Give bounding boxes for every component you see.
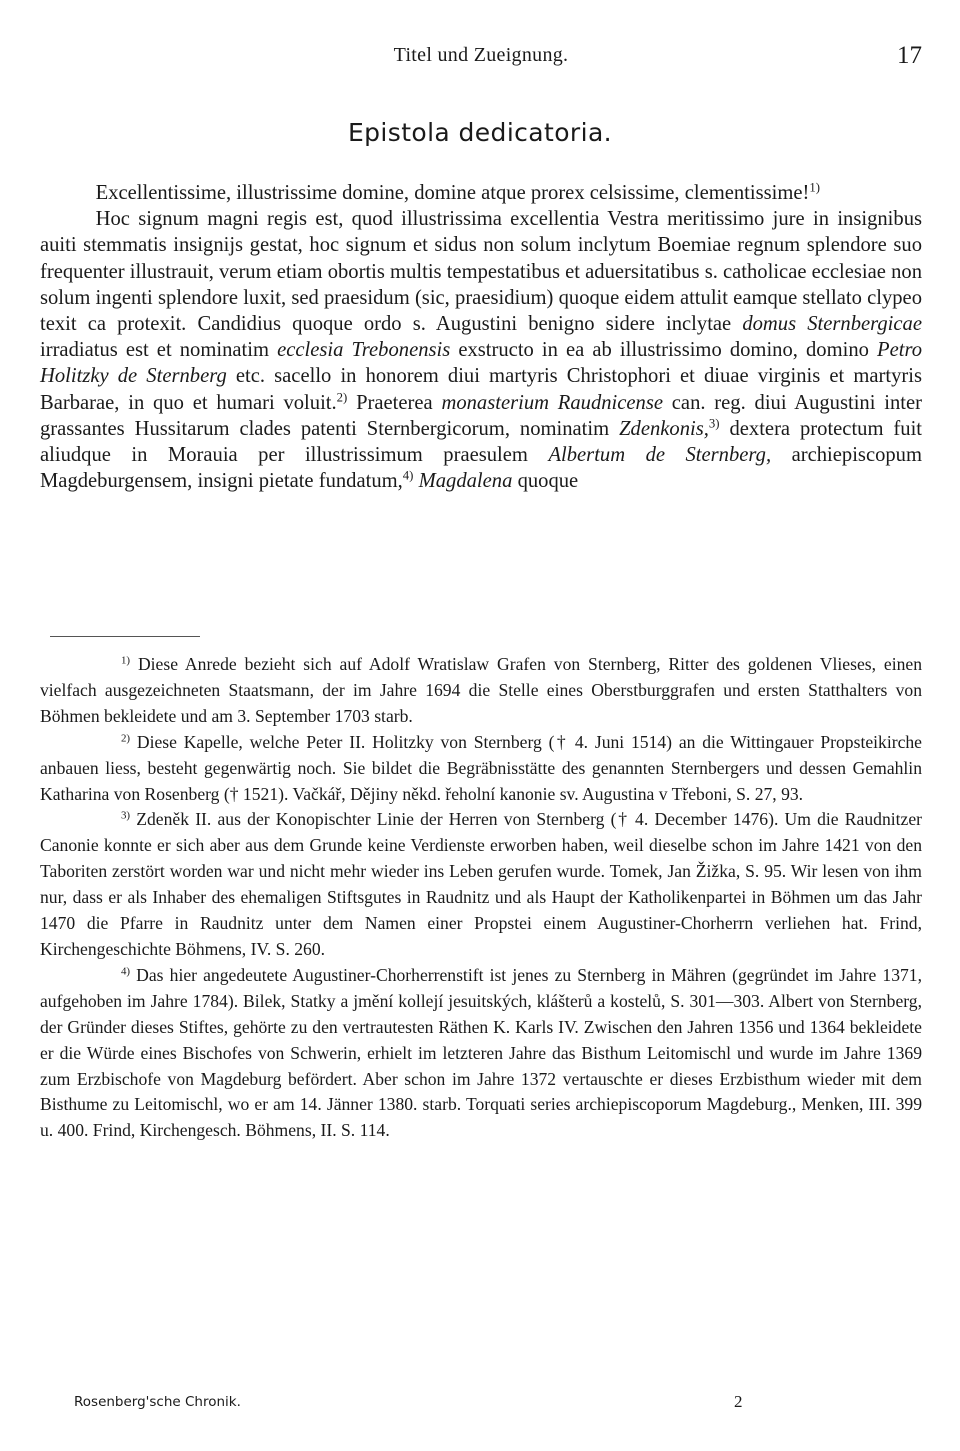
signature-line xyxy=(74,1394,774,1418)
dedication-text-k: quoque xyxy=(517,470,579,493)
footnote-ref-1: 1) xyxy=(809,180,821,195)
footnote-ref-2: 2) xyxy=(336,389,348,404)
dedication-text-f: can. reg. diui Augustini inter grassantes Hussitarum clades patenti Sternbergicorum, nominatim xyxy=(40,391,922,440)
dedication-italic-petro: Petro Holitzky de Sternberg xyxy=(40,339,923,388)
dedication-text-g: dextera protectum fuit aliudque in Morauia per illustrissimum praesulem xyxy=(40,417,923,467)
dedication-text-a: Hoc signum magni regis est, quod illustrissima excellentia Vestra meritissimo jure in insignibus auiti stemmatis insignijs gestat, hoc signum et sidus non solum inclytum Boemiae regnum splendore suo frequenter illustrauit, verum etiam obortis multis tempestatibus et aduersitatibus s. catholicae ecclesiae non solum ingenti splendore luxit, sed praesidum (sic, praesidium) quoque eidem attulit eamque stellato clypeo texit ca protexit. Candidius quoque ordo s. Augustini benigno sidere inclytae xyxy=(40,208,922,336)
footnote-4-text: Das hier angedeutete Augustiner-Chorherrenstift ist jenes zu Sternberg in Mähren (gegründet im Jahre 1371, aufgehoben im Jahre 1784). Bilek, Statky a jmění kollejí jesuitských, klášterů a kostelů, S. 301—303. Albert von Sternberg, der Gründer dieses Stiftes, gehörte zu den vertrautesten Räthen K. Karls IV. Zwischen den Jahren 1356 und 1364 bekleidete er die Würde eines Bischofes von Schwerin, erhielt im letzteren Jahre das Bisthum Leitomischl und wurde im Jahre 1369 zum Erzbischofe von Magdeburg befördert. Aber schon im Jahre 1372 vertauschte er dieses Erzbisthum wieder mit dem Bisthume zu Leitomischl, wo er am 14. Jänner 1380. starb. Torquati series archiepiscoporum Magdeburg., Menken, III. 399 u. 400. Frind, Kirchengesch. Böhmens, II. S. 114. xyxy=(40,964,922,1141)
salutation-paragraph xyxy=(40,180,922,206)
page-title: Epistola dedicatoria. xyxy=(347,118,613,147)
signature-mark: 2 xyxy=(734,1392,743,1411)
dedication-text-b: irradiatus est et nominatim xyxy=(40,339,269,362)
running-title: Titel und Zueignung. xyxy=(393,44,569,66)
footnote-2-text: Diese Kapelle, welche Peter II. Holitzky von Sternberg († 4. Juni 1514) an die Wittingauer Propsteikirche anbauen liess, besteht gegenwärtig noch. Sie bildet die Begräbnisstätte des genannten Sternbergers und dessen Gemahlin Katharina von Rosenberg († 1521). Vačkář, Dějiny někd. řeholní kanonie sv. Augustina v Třeboni, S. 27, 93. xyxy=(40,731,922,804)
footnote-divider xyxy=(50,636,200,637)
footnote-1-mark: 1) xyxy=(120,654,131,667)
dedication-italic-domus: domus Sternbergicae xyxy=(742,313,922,336)
footnote-2-mark: 2) xyxy=(120,732,131,745)
dedication-paragraph xyxy=(40,206,922,494)
footnote-1 xyxy=(40,652,922,730)
salutation-text: Excellentissime, illustrissime domine, domine atque prorex celsissime, clementissime! xyxy=(95,182,810,204)
running-head xyxy=(40,42,922,82)
footnote-3-text: Zdeněk II. aus der Konopischter Linie der Herren von Sternberg († 4. December 1476). Um die Raudnitzer Canonie konnte er sich aber aus dem Grunde keine Verdienste erworben haben, weil dieselbe schon im Jahre 1421 von den Taboriten zerstört worden war und nicht mehr wieder ins Leben gerufen wurde. Tomek, Jan Žižka, S. 95. Wir lesen von ihm nur, dass er als Inhaber des ehemaligen Stiftsgutes in Raudnitz und als Haupt der Katholikenpartei in Böhmen um das Jahr 1470 die Pfarre in Raudnitz unter dem Namen einer Propstei einem Augustiner-Chorherrn verliehen hat. Frind, Kirchengeschichte Böhmens, IV. S. 260. xyxy=(40,809,922,959)
signature: Rosenberg'sche Chronik. xyxy=(74,1394,241,1410)
dedication-italic-ecclesia: ecclesia Trebonensis xyxy=(277,339,451,362)
footnote-4-mark: 4) xyxy=(120,965,131,978)
footnote-ref-3: 3) xyxy=(708,416,720,431)
dedication-italic-albertum: Albertum de Sternberg, xyxy=(548,444,772,467)
footnote-2 xyxy=(40,730,922,808)
footnote-3-mark: 3) xyxy=(120,809,131,822)
dedication-text-c: exstructo in ea ab illustrissimo domino, domino xyxy=(458,339,869,362)
footnote-1-text: Diese Anrede bezieht sich auf Adolf Wratislaw Grafen von Sternberg, Ritter des goldenen Vlieses, einen vielfach ausgezeichneten Staatsmann, der im Jahre 1694 die Stelle eines Oberstburggrafen und ersten Statthalters von Böhmen bekleidete und am 3. September 1703 starb. xyxy=(40,654,922,726)
footnote-ref-4: 4) xyxy=(402,468,414,483)
footnotes xyxy=(40,652,922,1144)
dedication-italic-magdalena: Magdalena xyxy=(418,470,513,493)
footnote-3 xyxy=(40,807,922,962)
footnote-4 xyxy=(40,963,922,1144)
dedication-text-e: Praeterea xyxy=(356,391,433,414)
main-text xyxy=(40,180,922,494)
dedication-italic-monasterium: monasterium Raudnicense xyxy=(441,391,664,414)
dedication-italic-zdenkonis: Zdenkonis, xyxy=(619,417,709,440)
page-number: 17 xyxy=(897,42,922,69)
dedication-text-d: etc. sacello in honorem diui martyris Christophori et diuae virginis et martyris Barbarae, in quo et humari voluit. xyxy=(40,365,923,414)
dedication-text-h: archiepiscopum Magdeburgensem, insigni pietate fundatum, xyxy=(40,444,922,493)
